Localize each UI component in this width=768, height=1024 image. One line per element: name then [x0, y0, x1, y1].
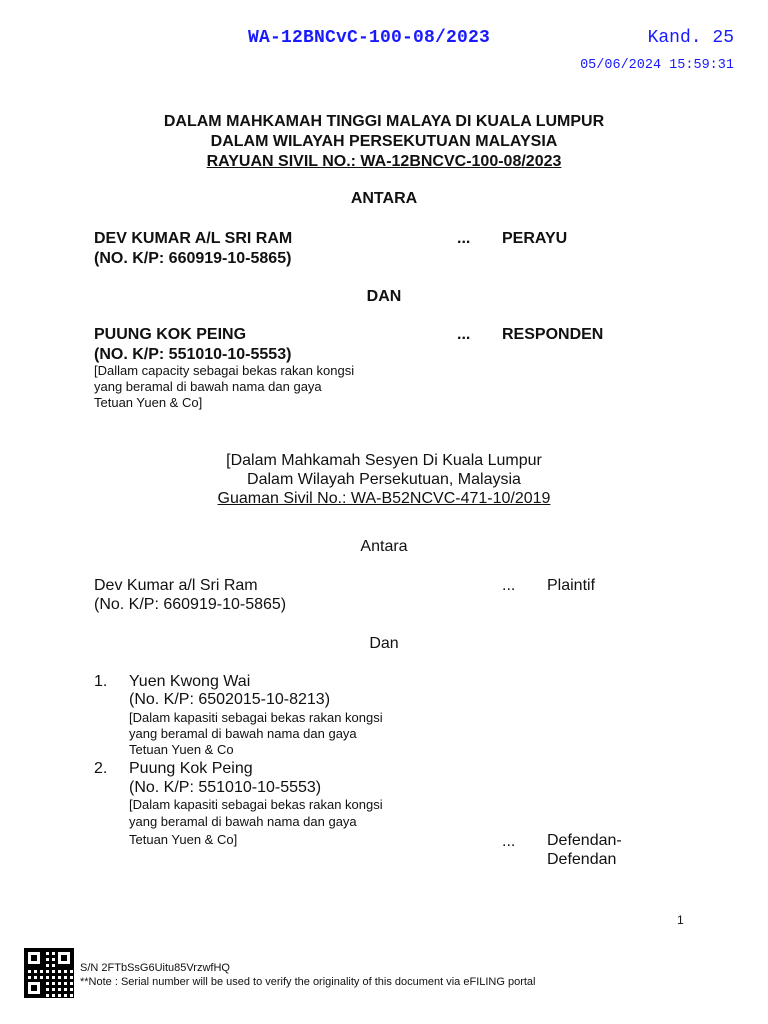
- defendant-1-capacity-3: Tetuan Yuen & Co: [129, 742, 234, 757]
- antara-heading: ANTARA: [350, 190, 418, 207]
- defendant-1-capacity-2: yang beramal di bawah nama dan gaya: [129, 726, 357, 741]
- qr-code-icon: [24, 948, 74, 998]
- kand-label: Kand. 25: [647, 28, 734, 48]
- verification-note: **Note : Serial number will be used to verify the originality of this document via eFILING portal: [80, 976, 536, 988]
- defendant-2-capacity-2: yang beramal di bawah nama dan gaya: [129, 814, 357, 829]
- defendant-2-number: 2.: [94, 760, 108, 777]
- court-line-1: DALAM MAHKAMAH TINGGI MALAYA DI KUALA LUMPUR: [163, 113, 605, 130]
- case-number: WA-12BNCvC-100-08/2023: [248, 28, 491, 48]
- respondent-name: PUUNG KOK PEING: [94, 326, 247, 343]
- defendant-2-capacity-1: [Dalam kapasiti sebagai bekas rakan kongsi: [129, 797, 383, 812]
- serial-number: S/N 2FTbSsG6Uitu85VrzwfHQ: [80, 962, 230, 974]
- defendant-role-line-1: Defendan-: [547, 832, 622, 849]
- lower-court-line-2: Dalam Wilayah Persekutuan, Malaysia: [247, 471, 521, 488]
- appellant-dots: ...: [457, 230, 471, 247]
- plaintiff-dots: ...: [502, 577, 516, 594]
- defendant-role-line-2: Defendan: [547, 851, 617, 868]
- court-line-2: DALAM WILAYAH PERSEKUTUAN MALAYSIA: [210, 133, 558, 150]
- lower-court-line-1: [Dalam Mahkamah Sesyen Di Kuala Lumpur: [226, 452, 542, 469]
- appellant-role: PERAYU: [502, 230, 568, 247]
- defendant-2-ic: (No. K/P: 551010-10-5553): [129, 779, 322, 796]
- appeal-number: RAYUAN SIVIL NO.: WA-12BNCVC-100-08/2023: [206, 153, 562, 170]
- page-number: 1: [677, 913, 684, 927]
- appellant-ic: (NO. K/P: 660919-10-5865): [94, 250, 292, 267]
- civil-suit-number: Guaman Sivil No.: WA-B52NCVC-471-10/2019: [217, 490, 551, 507]
- appellant-name: DEV KUMAR A/L SRI RAM: [94, 230, 293, 247]
- defendant-1-ic: (No. K/P: 6502015-10-8213): [129, 691, 331, 708]
- respondent-capacity-2: yang beramal di bawah nama dan gaya: [94, 379, 322, 394]
- defendant-2-name: Puung Kok Peing: [129, 760, 253, 777]
- respondent-capacity-1: [Dallam capacity sebagai bekas rakan kongsi: [94, 363, 355, 378]
- respondent-role: RESPONDEN: [502, 326, 604, 343]
- defendant-dots: ...: [502, 833, 516, 850]
- plaintiff-role: Plaintif: [547, 577, 596, 594]
- defendant-1-name: Yuen Kwong Wai: [129, 673, 251, 690]
- respondent-dots: ...: [457, 326, 471, 343]
- defendant-1-number: 1.: [94, 673, 108, 690]
- plaintiff-name: Dev Kumar a/l Sri Ram: [94, 577, 258, 594]
- antara-subheading: Antara: [360, 538, 408, 555]
- plaintiff-ic: (No. K/P: 660919-10-5865): [94, 596, 287, 613]
- dan-subheading: Dan: [369, 635, 399, 652]
- respondent-ic: (NO. K/P: 551010-10-5553): [94, 346, 292, 363]
- defendant-1-capacity-1: [Dalam kapasiti sebagai bekas rakan kongsi: [129, 710, 383, 725]
- defendant-2-capacity-3: Tetuan Yuen & Co]: [129, 832, 238, 847]
- filing-timestamp: 05/06/2024 15:59:31: [580, 58, 734, 73]
- respondent-capacity-3: Tetuan Yuen & Co]: [94, 395, 203, 410]
- dan-heading: DAN: [366, 288, 402, 305]
